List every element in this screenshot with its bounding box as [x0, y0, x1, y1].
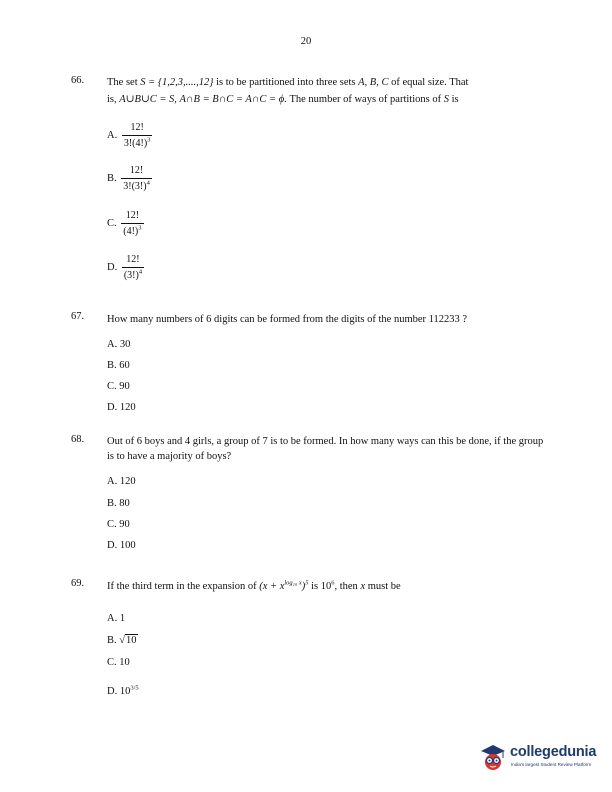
question-text: Out of 6 boys and 4 girls, a group of 7 is to be formed. In how many ways can this be done, if the group is to have a majority of boys? [107, 436, 544, 462]
text-segment: If the third term in the expansion of [107, 581, 257, 592]
logo-brand-text: collegedunia [510, 744, 597, 760]
option-68-c: C. 90 [107, 519, 130, 530]
option-label: B. [107, 173, 117, 184]
option-68-b: B. 80 [107, 498, 130, 509]
fraction [122, 122, 153, 150]
fraction-numerator: 12! [121, 210, 143, 224]
option-label: C. [107, 218, 117, 229]
square-root: √10 [119, 635, 137, 646]
logo-tagline: India's largest Student Review Platform [511, 762, 592, 767]
denominator-text: (3!) [123, 270, 139, 281]
fraction-denominator [121, 224, 143, 238]
option-label: B. [107, 635, 117, 646]
option-label: D. [107, 262, 118, 273]
fraction [121, 210, 143, 238]
collegedunia-logo [478, 740, 604, 774]
option-66-d [107, 254, 144, 282]
text-segment: is 10 [311, 581, 332, 592]
question-text [107, 578, 547, 595]
exponent: 3 [147, 136, 151, 144]
text-segment: is to be partitioned into three sets [216, 77, 356, 88]
option-label: A. [107, 130, 118, 141]
option-67-c: C. 90 [107, 381, 130, 392]
exponent: log₁₀ x [284, 579, 302, 587]
option-68-a: A. 120 [107, 476, 136, 487]
denominator-text: 3!(4!) [123, 138, 148, 149]
math-variable: x [360, 581, 366, 592]
question-text: How many numbers of 6 digits can be formed from the digits of the number 112233 ? [107, 314, 468, 325]
text-segment: The set [107, 77, 138, 88]
math-set-definition: S = {1,2,3,....,12} [140, 77, 214, 88]
option-67-a: A. 30 [107, 339, 131, 350]
expression-close: ) [301, 581, 306, 592]
question-number: 69. [71, 578, 85, 589]
math-variable: S [443, 94, 449, 105]
math-expression [259, 581, 308, 592]
question-text [107, 74, 547, 108]
math-sets: A, B, C [358, 77, 389, 88]
option-66-b [107, 165, 152, 193]
fraction-denominator [122, 268, 144, 282]
fraction-denominator [122, 136, 153, 150]
denominator-text: 3!(3!) [123, 181, 147, 192]
text-segment: , then [334, 581, 358, 592]
page-number: 20 [300, 36, 312, 47]
text-segment: is [451, 94, 459, 105]
question-number: 67. [71, 311, 85, 322]
option-67-b: B. 60 [107, 360, 130, 371]
exponent: 3 [138, 224, 142, 232]
fraction [121, 165, 152, 193]
radicand: 10 [126, 635, 137, 646]
option-69-d [107, 685, 139, 699]
option-69-b [107, 634, 138, 648]
exponent: 4 [146, 179, 150, 187]
exponent: 4 [138, 268, 143, 276]
option-66-c [107, 210, 144, 238]
denominator-text: (4!) [123, 226, 139, 237]
math-union: A∪B∪C = S, [119, 94, 177, 105]
exponent: 3/5 [130, 684, 139, 692]
expression-base: (x + x [259, 581, 285, 592]
option-69-c: C. 10 [107, 657, 130, 668]
fraction-numerator: 12! [122, 254, 144, 268]
fraction [122, 254, 144, 282]
fraction-numerator: 12! [122, 122, 153, 136]
text-segment: of equal size. That [391, 77, 469, 88]
fraction-denominator [121, 179, 152, 193]
exponent: 5 [305, 579, 309, 587]
fraction-numerator: 12! [121, 165, 152, 179]
question-number: 66. [71, 75, 85, 86]
question-number: 68. [71, 434, 85, 445]
text-segment: is, [107, 94, 117, 105]
option-label: D. 10 [107, 686, 131, 697]
text-segment: must be [367, 581, 401, 592]
text-segment: The number of ways of partitions of [289, 94, 442, 105]
option-69-a: A. 1 [107, 613, 126, 624]
graduate-mascot-icon [478, 742, 508, 772]
option-68-d: D. 100 [107, 540, 136, 551]
option-67-d: D. 120 [107, 402, 136, 413]
math-intersection: A∩B = B∩C = A∩C = ϕ. [179, 94, 287, 105]
option-66-a [107, 122, 152, 150]
exponent: 6 [331, 579, 335, 587]
